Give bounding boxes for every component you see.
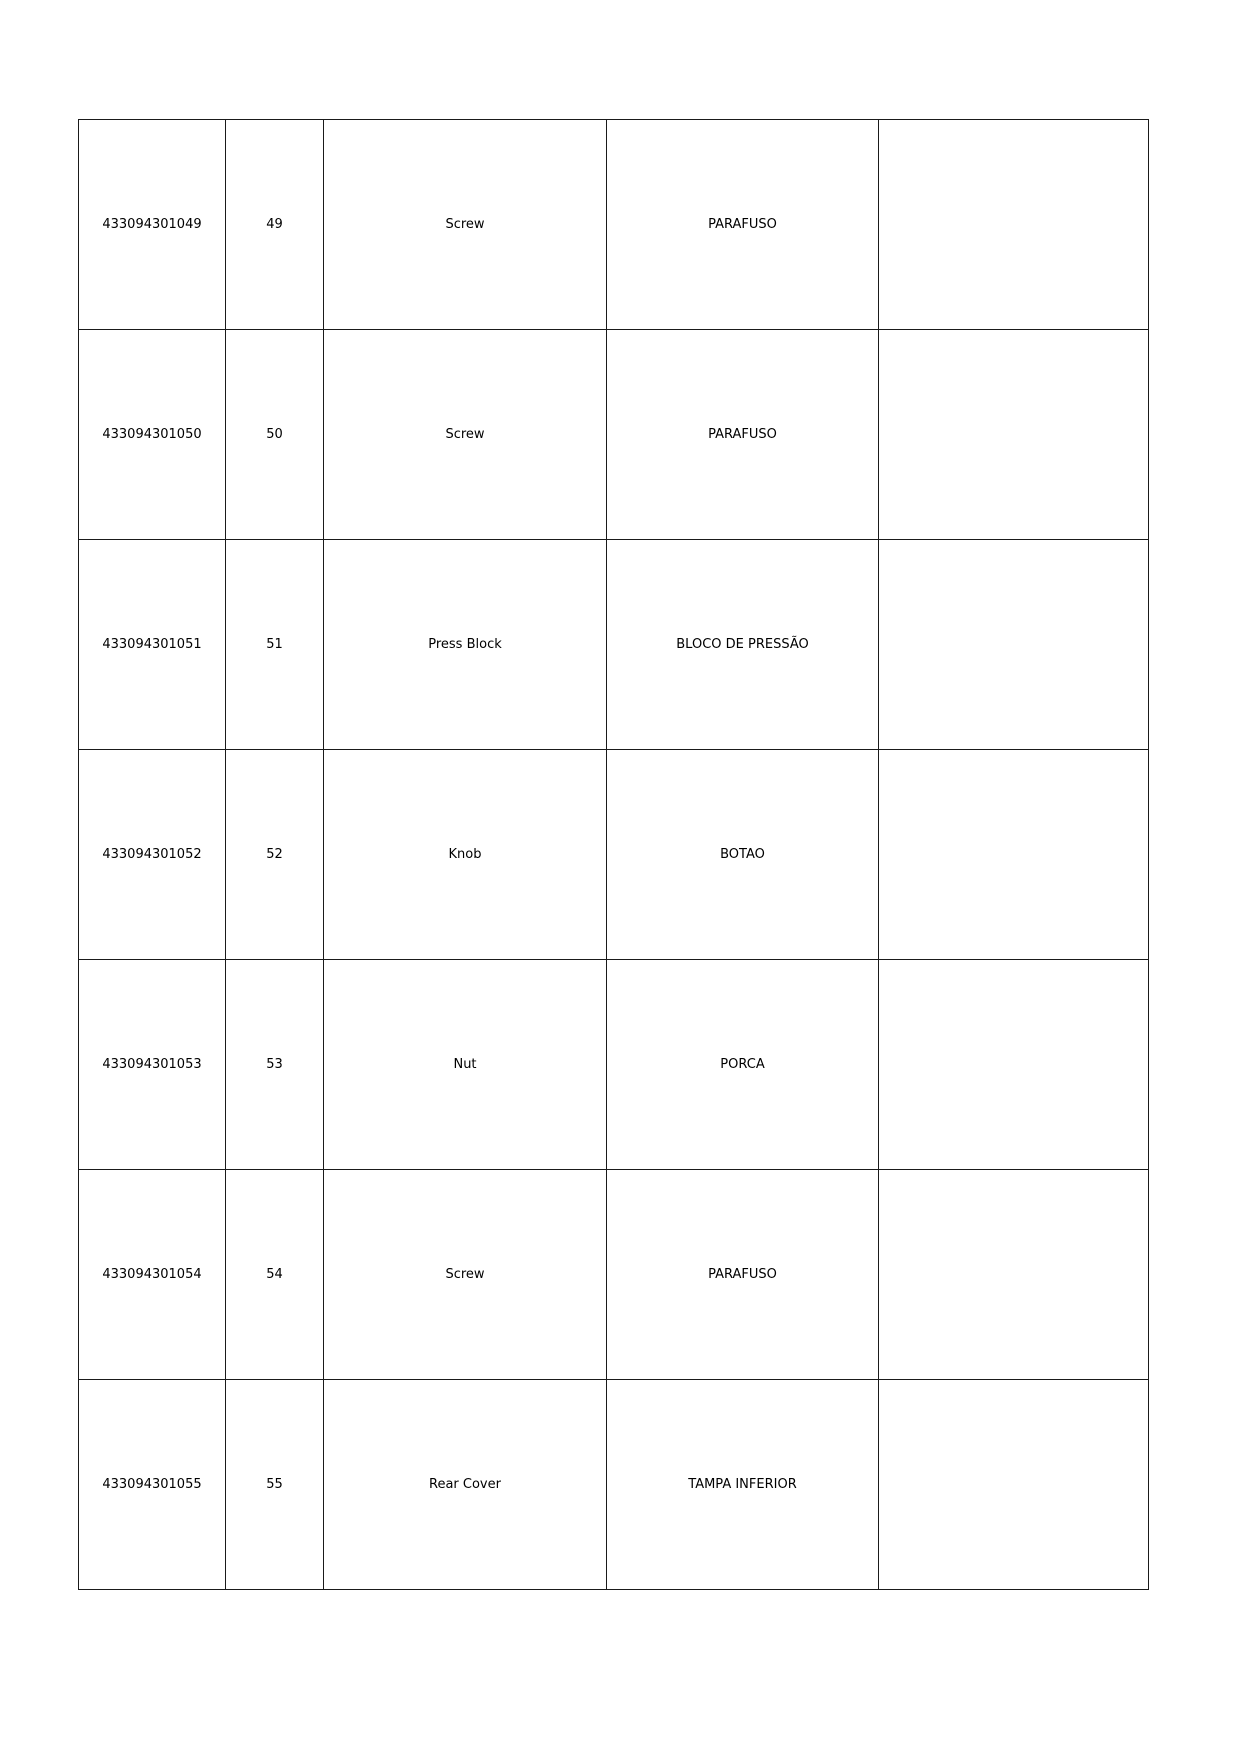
position-cell: 52 bbox=[226, 750, 324, 960]
part-number-cell: 433094301052 bbox=[79, 750, 226, 960]
table-row bbox=[79, 120, 1149, 330]
table-row bbox=[79, 1380, 1149, 1590]
position-cell: 54 bbox=[226, 1170, 324, 1380]
table-row bbox=[79, 540, 1149, 750]
remark-cell bbox=[879, 120, 1149, 330]
part-number-cell: 433094301053 bbox=[79, 960, 226, 1170]
part-number-cell: 433094301049 bbox=[79, 120, 226, 330]
description-pt-cell: BOTAO bbox=[607, 750, 879, 960]
position-cell: 51 bbox=[226, 540, 324, 750]
description-pt-cell: PARAFUSO bbox=[607, 1170, 879, 1380]
position-cell: 53 bbox=[226, 960, 324, 1170]
table-row bbox=[79, 960, 1149, 1170]
remark-cell bbox=[879, 1170, 1149, 1380]
part-number-cell: 433094301050 bbox=[79, 330, 226, 540]
part-number-cell: 433094301055 bbox=[79, 1380, 226, 1590]
description-pt-cell: PARAFUSO bbox=[607, 120, 879, 330]
position-cell: 49 bbox=[226, 120, 324, 330]
remark-cell bbox=[879, 540, 1149, 750]
description-en-cell: Knob bbox=[324, 750, 607, 960]
description-en-cell: Press Block bbox=[324, 540, 607, 750]
remark-cell bbox=[879, 960, 1149, 1170]
description-en-cell: Screw bbox=[324, 120, 607, 330]
description-pt-cell: BLOCO DE PRESSÃO bbox=[607, 540, 879, 750]
part-number-cell: 433094301051 bbox=[79, 540, 226, 750]
description-en-cell: Screw bbox=[324, 330, 607, 540]
description-en-cell: Nut bbox=[324, 960, 607, 1170]
remark-cell bbox=[879, 750, 1149, 960]
table-row bbox=[79, 750, 1149, 960]
remark-cell bbox=[879, 330, 1149, 540]
description-pt-cell: TAMPA INFERIOR bbox=[607, 1380, 879, 1590]
parts-table bbox=[78, 119, 1149, 1590]
part-number-cell: 433094301054 bbox=[79, 1170, 226, 1380]
position-cell: 50 bbox=[226, 330, 324, 540]
table-row bbox=[79, 330, 1149, 540]
description-pt-cell: PARAFUSO bbox=[607, 330, 879, 540]
remark-cell bbox=[879, 1380, 1149, 1590]
table-row bbox=[79, 1170, 1149, 1380]
description-en-cell: Screw bbox=[324, 1170, 607, 1380]
description-en-cell: Rear Cover bbox=[324, 1380, 607, 1590]
description-pt-cell: PORCA bbox=[607, 960, 879, 1170]
position-cell: 55 bbox=[226, 1380, 324, 1590]
